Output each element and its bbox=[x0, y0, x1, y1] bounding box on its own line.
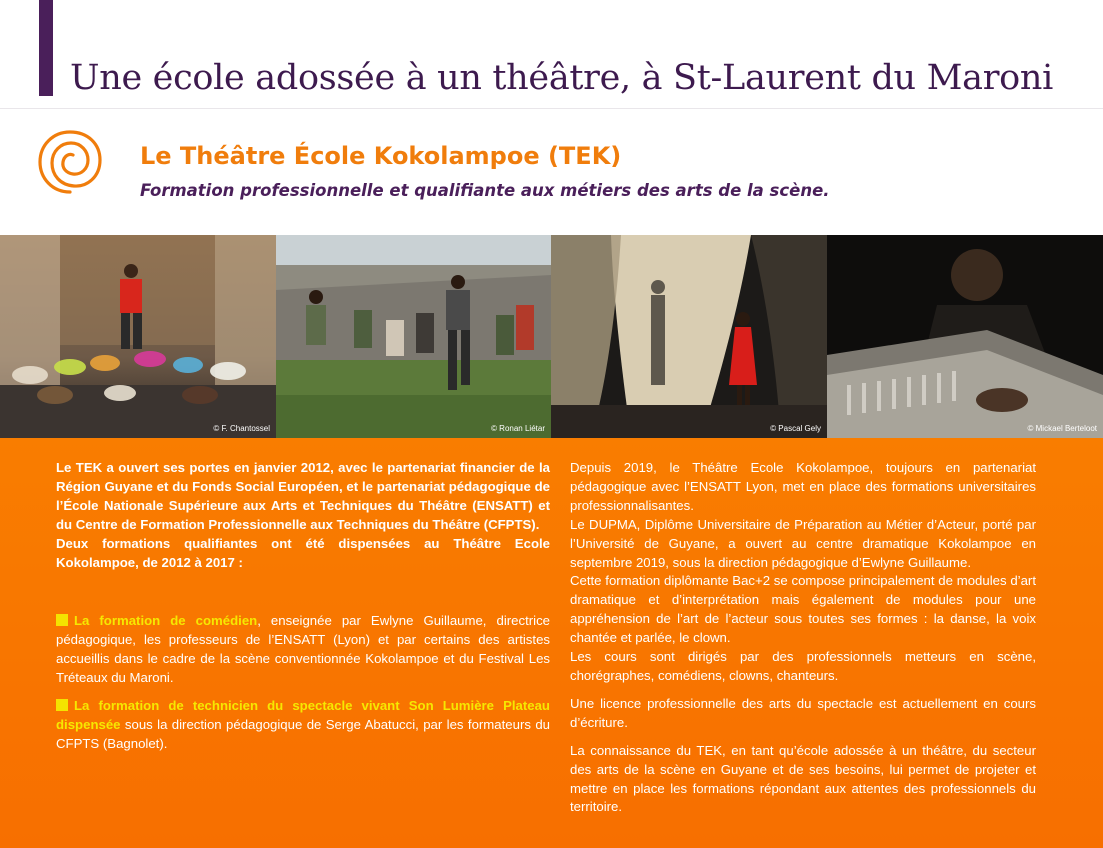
left-column bbox=[56, 459, 550, 754]
paragraph-licence: Une licence professionnelle des arts du spectacle est actuellement en cours d’écriture. bbox=[570, 695, 1036, 730]
intro-paragraph: Le TEK a ouvert ses portes en janvier 2012, avec le partenariat financier de la Région Guyane et du Fonds Social Européen, et le partenariat pédagogique de l’École Nationale Supérieure aux Arts et Techniques du Théâtre (ENSATT) et du Centre de Formation Professionnelle aux Techniques du Théâtre (CFPTS). bbox=[56, 460, 550, 532]
photo-technician-console bbox=[827, 235, 1103, 438]
paragraph-knowledge: La connaissance du TEK, en tant qu’école adossée à un théâtre, du secteur des arts de la scène en Guyane et de ses besoins, lui permet de projeter et mettre en place les formations répondant aux attentes des professionnels du territoire. bbox=[570, 742, 1036, 815]
spiral-icon bbox=[36, 128, 104, 196]
list-item-title: La formation de comédien bbox=[74, 613, 258, 629]
list-item-technician-training bbox=[56, 697, 550, 754]
list-item-title: La formation de technicien du spectacle vivant Son Lumière Plateau dispensée bbox=[56, 698, 550, 732]
header-divider bbox=[0, 108, 1103, 109]
list-item-text: , enseignée par Ewlyne Guillaume, directrice pédagogique, les professeurs de l’ENSATT (Lyon) et par certains des artistes accueillis dans le cadre de la scène conventionnée Kokolampoe et du Festival Les Tréteaux du Maroni. bbox=[56, 613, 550, 686]
title-accent-bar bbox=[39, 0, 53, 96]
photo-curtain-silhouettes bbox=[551, 235, 827, 438]
photo-actors-stage bbox=[0, 235, 276, 438]
content-panel bbox=[0, 438, 1103, 848]
photo-credit: © F. Chantossel bbox=[213, 424, 270, 433]
page-title: Une école adossée à un théâtre, à St-Laurent du Maroni bbox=[70, 58, 1054, 98]
paragraph-teachers: Les cours sont dirigés par des professionnels metteurs en scène, chorégraphes, comédiens, clowns, chanteurs. bbox=[570, 649, 1036, 683]
paragraph-2019-partnership: Depuis 2019, le Théâtre Ecole Kokolampoe, toujours en partenariat pédagogique avec l’ENSATT Lyon, met en place des formations universitaires professionnalisantes. bbox=[570, 460, 1036, 513]
photo-students-outdoor bbox=[276, 235, 551, 438]
yellow-square-bullet-icon bbox=[56, 699, 68, 711]
tagline: Formation professionnelle et qualifiante aux métiers des arts de la scène. bbox=[140, 181, 830, 200]
photo-credit: © Mickael Berteloot bbox=[1027, 424, 1097, 433]
photo-credit: © Ronan Liétar bbox=[491, 424, 545, 433]
list-item-text: sous la direction pédagogique de Serge Abatucci, par les formateurs du CFPTS (Bagnolet). bbox=[56, 716, 550, 751]
photo-credit: © Pascal Gely bbox=[770, 424, 821, 433]
school-name-heading: Le Théâtre École Kokolampoe (TEK) bbox=[140, 142, 622, 170]
paragraph-bac2: Cette formation diplômante Bac+2 se compose principalement de modules d’art dramatique et d’interprétation mais également de modules pour une appréhension de l’art de l’acteur sous toutes ses formes : la danse, la voix chantée et parlée, le clown. bbox=[570, 573, 1036, 646]
intro-paragraph-2: Deux formations qualifiantes ont été dispensées au Théâtre Ecole Kokolampoe, de 2012 à 2017 : bbox=[56, 535, 550, 570]
paragraph-dupma: Le DUPMA, Diplôme Universitaire de Préparation au Métier d’Acteur, porté par l’Université de Guyane, a ouvert au centre dramatique Kokolampoe en septembre 2019, sous la direction pédagogique d’Ewlyne Guillaume. bbox=[570, 516, 1036, 570]
list-item-actor-training bbox=[56, 612, 550, 688]
right-column bbox=[570, 459, 1036, 817]
yellow-square-bullet-icon bbox=[56, 614, 68, 626]
photo-strip bbox=[0, 235, 1103, 438]
